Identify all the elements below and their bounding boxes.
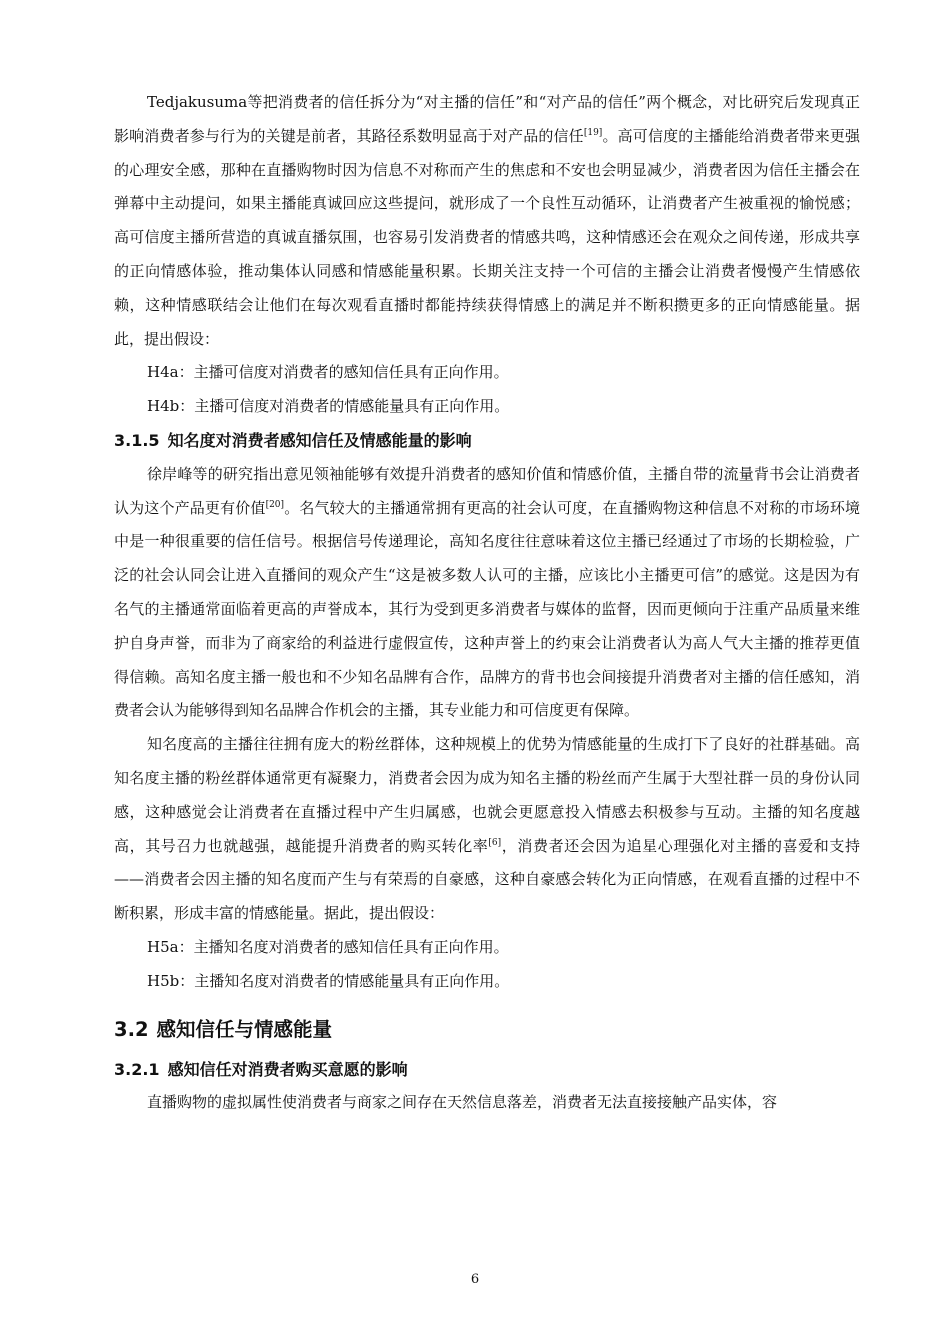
subsection-number: 3.1.5: [114, 430, 160, 450]
subsection-title: 知名度对消费者感知信任及情感能量的影响: [167, 430, 472, 450]
paragraph-text: 。名气较大的主播通常拥有更高的社会认可度，在直播购物这种信息不对称的市场环境中是一种很重要的信任信号。根据信号传递理论，高知名度往往意味着这位主播已经通过了市场的长期检验，广泛的社会认同会让进入直播间的观众产生“这是被多数人认可的主播，应该比小主播更可信”的感觉。这是因为有名气的主播通常面临着更高的声誉成本，其行为受到更多消费者与媒体的监督，因而更倾向于注重产品质量来维护自身声誉，而非为了商家给的利益进行虚假宣传，这种声誉上的约束会让消费者认为高人气大主播的推荐更值得信赖。高知名度主播一般也和不少知名品牌有合作，品牌方的背书也会间接提升消费者对主播的信任感知，消费者会认为能够得到知名品牌合作机会的主播，其专业能力和可信度更有保障。: [114, 498, 860, 720]
subsection-title: 感知信任对消费者购买意愿的影响: [167, 1059, 408, 1079]
citation-20: [20]: [265, 499, 285, 510]
paragraph-text: Tedjakusuma等把消费者的信任拆分为“对主播的信任”和“对产品的信任”两个概念，对比研究后发现真正影响消费者参与行为的关键是前者，其路径系数明显高于对产品的信任: [114, 93, 860, 145]
hypothesis-h5b: H5b：主播知名度对消费者的情感能量具有正向作用。: [147, 971, 510, 990]
subsection-number: 3.2.1: [114, 1059, 160, 1079]
section-heading-3-2: [114, 1011, 860, 1049]
subsection-heading-3-1-5: [114, 424, 860, 458]
paragraph-xu: [114, 458, 860, 728]
hypothesis-h4b: H4b：主播可信度对消费者的情感能量具有正向作用。: [147, 397, 510, 416]
paragraph-text: 徐岸峰等的研究指出意见领袖能够有效提升消费者的感知价值和情感价值，主播自带的流量背书会让消费者认为这个产品更有价值: [114, 464, 860, 517]
hypothesis-h5a: H5a：主播知名度对消费者的感知信任具有正向作用。: [147, 937, 509, 956]
paragraph-text: ，消费者还会因为追星心理强化对主播的喜爱和支持——消费者会因主播的知名度而产生与有荣焉的自豪感，这种自豪感会转化为正向情感，在观看直播的过程中不断积累，形成丰富的情感能量。据此，提出假设：: [114, 836, 860, 923]
page-number: 6: [470, 1272, 480, 1287]
paragraph-text: 知名度高的主播往往拥有庞大的粉丝群体，这种规模上的优势为情感能量的生成打下了良好的社群基础。高知名度主播的粉丝群体通常更有凝聚力，消费者会因为成为知名主播的粉丝而产生属于大型社群一员的身份认同感，这种感觉会让消费者在直播过程中产生归属感，也就会更愿意投入情感去积极参与互动。主播的知名度越高，其号召力也就越强，越能提升消费者的购买转化率: [114, 735, 860, 855]
subsection-heading-3-2-1: [114, 1053, 860, 1087]
paragraph-tedjakusuma: [114, 86, 860, 356]
citation-6: [6]: [488, 837, 502, 848]
citation-19: [19]: [583, 127, 603, 138]
paragraph-live-virtual: 直播购物的虚拟属性使消费者与商家之间存在天然信息落差，消费者无法直接接触产品实体，容: [147, 1093, 778, 1112]
page-body: [114, 86, 860, 1120]
section-number: 3.2: [114, 1017, 149, 1041]
hypothesis-h4a: H4a：主播可信度对消费者的感知信任具有正向作用。: [147, 363, 509, 382]
section-title: 感知信任与情感能量: [156, 1017, 333, 1041]
paragraph-fans: [114, 728, 860, 931]
paragraph-text: 。高可信度的主播能给消费者带来更强的心理安全感，那种在直播购物时因为信息不对称而产生的焦虑和不安也会明显减少，消费者因为信任主播会在弹幕中主动提问，如果主播能真诚回应这些提问，就形成了一个良性互动循环，让消费者产生被重视的愉悦感；高可信度主播所营造的真诚直播氛围，也容易引发消费者的情感共鸣，这种情感还会在观众之间传递，形成共享的正向情感体验，推动集体认同感和情感能量积累。长期关注支持一个可信的主播会让消费者慢慢产生情感依赖，这种情感联结会让他们在每次观看直播时都能持续获得情感上的满足并不断积攒更多的正向情感能量。据此，提出假设：: [114, 126, 860, 348]
